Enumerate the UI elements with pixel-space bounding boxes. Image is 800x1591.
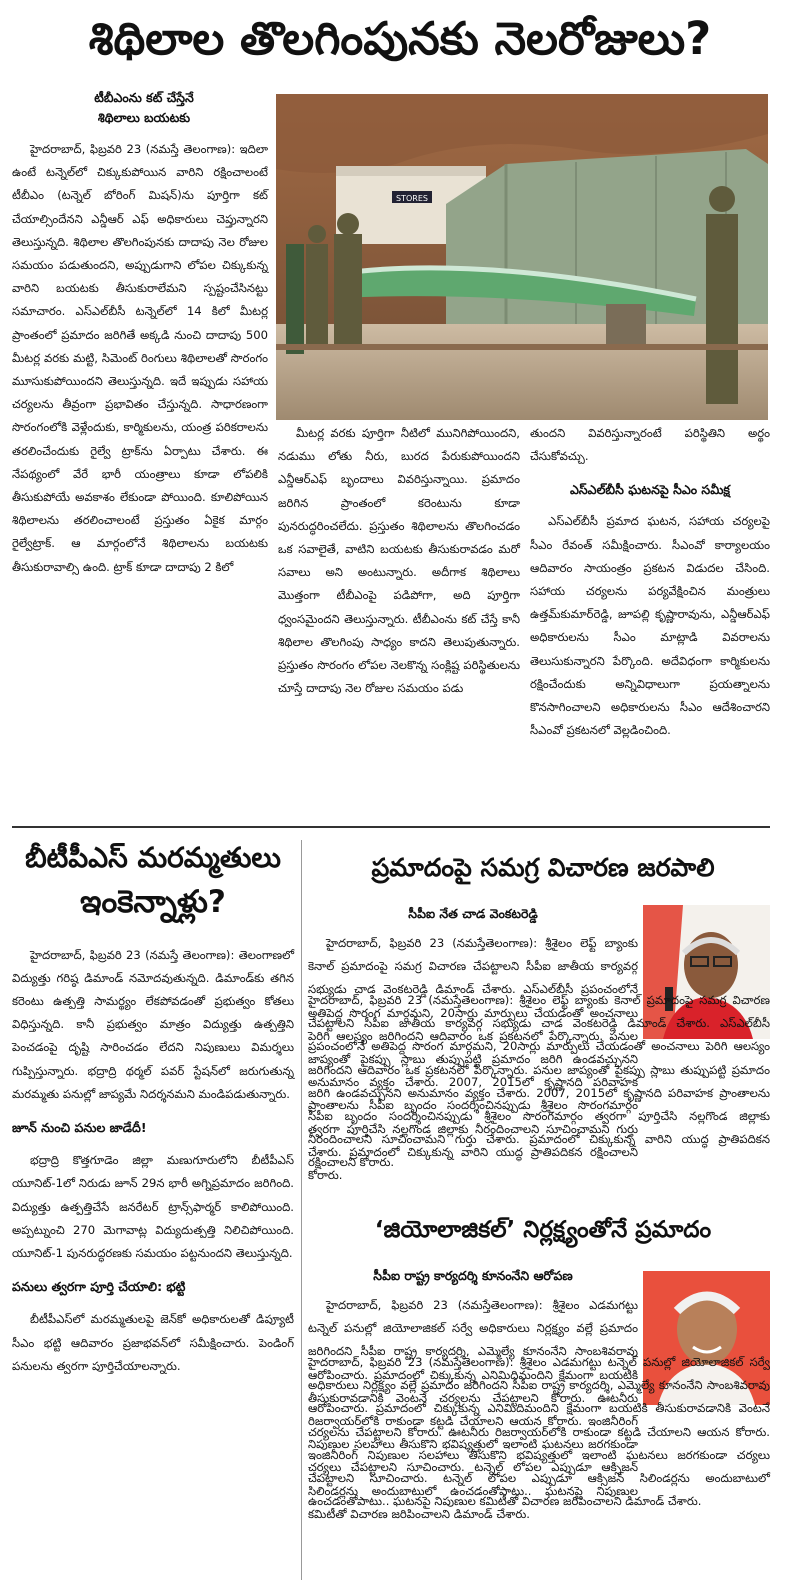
article4-body: హైదరాబాద్, ఫిబ్రవరి 23 (నమస్తేతెలంగాణ): శ్రీశైలం ఎడమగట్టు టన్నెల్ పనుల్లో జియోలాజికల్ సర్వే అధికారులు నిర్లక్ష్యం వల్లే ప్రమాదం జరిగిందని సీపీఐ రాష్ట్ర కార్యదర్శి, ఎమ్మెల్యే కూనంనేని సాంబశివరావు ఆరోపించారు. ప్రమాదంలో చిక్కుకున్న ఎనిమిదిమందిని క్షేమంగా బయటికి తీసుకురావడానికి వెంటనే చర్యలను చేపట్టాలని కోరారు. ఊటనీరు రిజర్వాయర్‌లోకి రాకుండా కట్టడి చేయాలని ఆయన కోరారు. ఇంజినీరింగ్ నిపుణుల సలహాలు తీసుకొని భవిష్యత్తులో ఇలాంటి ఘటనలు జరగకుండా చర్యలు చేపట్టాలని సూచించారు. టన్నెల్ లోపల ఎప్పుడూ ఆక్సిజన్ సిలిండర్లను అందుబాటులో ఉంచడంతోపాటు.. ఘటనపై నిపుణుల కమిటీతో విచారణ జరిపించాలని డిమాండ్ చేశారు. [308, 1298, 638, 1521]
article3-headline: ప్రమాదంపై సమగ్ర విచారణ జరపాలి [371, 853, 715, 882]
article3-byline: సీపీఐ నేత చాడ వెంకటరెడ్డి [408, 906, 538, 921]
article2-body3: బీటీపీఎస్‌లో మరమ్మతులపై జెన్‌కో అధికారులతో డిప్యూటీ సీఎం భట్టి ఆదివారం ప్రజాభవన్‌లో సమీక్షించారు. పెండింగ్ పనులను త్వరగా పూర్తిచేయాలన్నారు. [12, 1312, 294, 1373]
article1-column3-body: ఎస్ఎల్‌బీసీ ప్రమాద ఘటన, సహాయ చర్యలపై సీఎం రేవంత్ సమీక్షించారు. సీఎంవో కార్యాలయం ఆదివారం సాయంత్రం ప్రకటన విడుదల చేసింది. సహాయ చర్యలను పర్యవేక్షించిన మంత్రులు ఉత్తమ్‌కుమార్‌రెడ్డి, జూపల్లి కృష్ణారావును, ఎన్డీఆర్ఎఫ్ అధికారులను సీఎం మాట్లాడి వివరాలను తెలుసుకున్నారని పేర్కొంది. అదేవిధంగా కార్మికులను రక్షించేందుకు అన్నివిధాలుగా ప్రయత్నాలను కొనసాగించాలని అధికారులను సీఎం ఆదేశించారని సీఎంవో ప్రకటనలో వెల్లడించింది. [530, 514, 770, 738]
article4-headline: ‘జియోలాజికల్’ నిర్లక్ష్యంతోనే ప్రమాదం [374, 1217, 712, 1243]
article2-body2: భద్రాద్రి కొత్తగూడెం జిల్లా మణుగూరులోని బీటీపీఎస్ యూనిట్-1లో నిరుడు జూన్ 29న భారీ అగ్నిప్రమాదం జరిగింది. విద్యుత్తు ఉత్పత్తిచేసే జనరేటర్ ట్రాన్స్‌ఫార్మర్ కాలిపోయింది. అప్పట్నుంచి 270 మెగావాట్ల విద్యుదుత్పత్తి నిలిచిపోయింది. యూనిట్-1 పునరుద్ధరణకు సమయం పట్టనుందని తెలుస్తున్నది. [12, 1153, 294, 1261]
article1-kicker [20, 88, 268, 128]
article2-subhead2: పనులు త్వరగా పూర్తి చేయాలి: భట్టి [12, 1278, 186, 1294]
article2-subhead1: జూన్ నుంచి పనుల జాడేదీ! [12, 1119, 147, 1135]
article4-body-wide: హైదరాబాద్, ఫిబ్రవరి 23 (నమస్తేతెలంగాణ): శ్రీశైలం ఎడమగట్టు టన్నెల్ పనుల్లో జియోలాజికల్ సర్వే అధికారులు నిర్లక్ష్యం వల్లే ప్రమాదం జరిగిందని సీపీఐ రాష్ట్ర కార్యదర్శి, ఎమ్మెల్యే కూనంనేని సాంబశివరావు ఆరోపించారు. ప్రమాదంలో చిక్కుకున్న ఎనిమిదిమందిని క్షేమంగా బయటికి తీసుకురావడానికి వెంటనే చర్యలను చేపట్టాలని కోరారు. ఊటనీరు రిజర్వాయర్‌లోకి రాకుండా కట్టడి చేయాలని ఆయన కోరారు. ఇంజినీరింగ్ నిపుణుల సలహాలు తీసుకొని భవిష్యత్తులో ఇలాంటి ఘటనలు జరగకుండా చర్యలు చేపట్టాలని సూచించారు. టన్నెల్ లోపల ఎప్పుడూ ఆక్సిజన్ సిలిండర్లను అందుబాటులో ఉంచడంతోపాటు.. ఘటనపై నిపుణుల కమిటీతో విచారణ జరిపించాలని డిమాండ్ చేశారు. [308, 1354, 770, 1509]
article1-column3-intro: తుందని వివరిస్తున్నారంటే పరిస్థితిని అర్థం చేసుకోవచ్చు. [530, 426, 770, 464]
article1-headline: శిథిలాల తొలగింపునకు నెలరోజులు? [88, 12, 712, 65]
article1-column3-subhead: ఎస్ఎల్‌బీసీ ఘటనపై సీఎం సమీక్ష [570, 482, 730, 498]
article1-column2: మీటర్ల వరకు పూర్తిగా నీటిలో మునిగిపోయిందని, నడుము లోతు నీరు, బురద పేరుకుపోయిందని ఎన్డీఆర్ఎఫ్ బృందాలు వివరిస్తున్నాయి. ప్రమాదం జరిగిన ప్రాంతంలో కరెంటును కూడా పునరుద్ధరించలేదు. ప్రస్తుతం శిథిలాలను తొలగించడం ఒక సవాలైతే, వాటిని బయటకు తీసుకురావడం మరో సవాలు అని అంటున్నారు. అదీగాక శిథిలాలు మొత్తంగా టీబీఎంపై పడిపోగా, అది పూర్తిగా ధ్వంసమైందని తెలుస్తున్నారు. టీబీఎంను కట్ చేస్తే కానీ శిథిలాల తొలగింపు సాధ్యం కాదని తెలుపుతున్నారు. ప్రస్తుతం సొరంగం లోపల నెలకొన్న సంక్లిష్ట పరిస్థితులను చూస్తే దాదాపు నెల రోజుల సమయం పడు [278, 426, 520, 696]
column-divider [301, 840, 302, 1580]
article2-body [12, 932, 294, 1582]
article1-column1: హైదరాబాద్, ఫిబ్రవరి 23 (నమస్తే తెలంగాణ): ఇదిలా ఉంటే టన్నెల్‌లో చిక్కుకుపోయిన వారిని రక్షించాలంటే టీబీఎం (టన్నెల్ బోరింగ్ మిషన్)ను పూర్తిగా కట్ చేయాల్సిందేనని ఎన్డీఆర్ ఎఫ్ అధికారులు చెప్తున్నారని తెలుస్తున్నది. శిథిలాల తొలగింపునకు దాదాపు నెల రోజుల సమయం పడుతుందని, అప్పుడుగాని లోపల చిక్కుకున్న వారిని బయటకు తీసుకురాలేమని స్పష్టంచేసినట్టు సమాచారం. ఎస్ఎల్‌బీసీ టన్నెల్‌లో 14 కిలో మీటర్ల ప్రాంతంలో ప్రమాదం జరిగితే అక్కడి నుంచి దాదాపు 500 మీటర్ల వరకు మట్టి, సిమెంట్ రింగులు శిథిలాలతో సొరంగం మూసుకుపోయిందని తెలుస్తున్నది. ఇదే ఇప్పుడు సహాయ చర్యలను తీవ్రంగా ప్రభావితం చేస్తున్నది. సాధారణంగా సొరంగంలోకి వెళ్లేందుకు, కార్మికులను, యంత్ర పరికరాలను తరలించేందుకు రైల్వే ట్రాక్‌ను ఏర్పాటు చేశారు. ఈ నేపథ్యంలో వేరే భారీ యంత్రాలు కూడా లోపలికి తీసుకుపోయే అవకాశం లేకుండా పోయింది. కూలిపోయిన శిథిలాలను తరలించాలంటే ప్రస్తుతం ఏకైక మార్గం రైల్వేట్రాక్. ఆ మార్గంలోనే శిథిలాలను బయటకు తీసుకురావాల్సి ఉంది. ట్రాక్ కూడా దాదాపు 2 కిలో [12, 142, 268, 574]
article4-body-continued [308, 1354, 770, 1582]
article3-body-wide: హైదరాబాద్, ఫిబ్రవరి 23 (నమస్తేతెలంగాణ): శ్రీశైలం లెఫ్ట్ బ్యాంకు కెనాల్ ప్రమాదంపై సమగ్ర విచారణ చేపట్టాలని సీపీఐ జాతీయ కార్యవర్గ సభ్యుడు చాడ వెంకటరెడ్డి డిమాండ్ చేశారు. ఎస్ఎల్‌బీసీ ప్రపంచంలోనే అతిపెద్ద సొరంగ మార్గమని, 20సార్లు మార్పులు చేయడంతో అంచనాలు పెరిగి ఆలస్యం జరిగిందని ఆదివారం ఒక ప్రకటనలో పేర్కొన్నారు. పనుల జాప్యంతో పైకప్పు స్లాబు తుప్పుపట్టి ప్రమాదం జరిగి ఉండవచ్చునని అనుమానం వ్యక్తం చేశారు. 2007, 2015లో కృష్ణానది పరివాహక ప్రాంతాలను సీపీఐ బృందం సందర్శించినప్పుడు శ్రీశైలం సొరంగమార్గం త్వరగా పూర్తిచేసి నల్లగొండ జిల్లాకు నీరందించాలని సూచించామని గుర్తు చేశారు. ప్రమాదంలో చిక్కుకున్న వారిని యుద్ధ ప్రాతిపదికన రక్షించాలని కోరారు. [308, 992, 770, 1170]
tunnel-rescue-photo-image [276, 94, 768, 420]
article1-kicker-line2: శిథిలాలు బయటకు [97, 110, 191, 125]
article4-byline: సీపీఐ రాష్ట్ర కార్యదర్శి కూనంనేని ఆరోపణ [373, 1268, 573, 1283]
article2-headline-line1: బీటీపీఎస్ మరమ్మతులు [25, 841, 281, 874]
article3-body: హైదరాబాద్, ఫిబ్రవరి 23 (నమస్తేతెలంగాణ): శ్రీశైలం లెఫ్ట్ బ్యాంకు కెనాల్ ప్రమాదంపై సమగ్ర విచారణ చేపట్టాలని సీపీఐ జాతీయ కార్యవర్గ సభ్యుడు చాడ వెంకటరెడ్డి డిమాండ్ చేశారు. ఎస్ఎల్‌బీసీ ప్రపంచంలోనే అతిపెద్ద సొరంగ మార్గమని, 20సార్లు మార్పులు చేయడంతో అంచనాలు పెరిగి ఆలస్యం జరిగిందని ఆదివారం ఒక ప్రకటనలో పేర్కొన్నారు. పనుల జాప్యంతో పైకప్పు స్లాబు తుప్పుపట్టి ప్రమాదం జరిగి ఉండవచ్చునని అనుమానం వ్యక్తం చేశారు. 2007, 2015లో కృష్ణానది పరివాహక ప్రాంతాలను సీపీఐ బృందం సందర్శించినప్పుడు శ్రీశైలం సొరంగమార్గం త్వరగా పూర్తిచేసి నల్లగొండ జిల్లాకు నీరందించాలని సూచించామని గుర్తు చేశారు. ప్రమాదంలో చిక్కుకున్న వారిని యుద్ధ ప్రాతిపదికన రక్షించాలని కోరారు. [308, 936, 638, 1183]
article2-headline-line2: ఇంకెన్నాళ్లు? [80, 884, 226, 920]
article3-body-continued [308, 992, 770, 1200]
article1-column3 [530, 422, 770, 814]
tunnel-rescue-photo [276, 94, 768, 420]
svg-text:STORES: STORES [396, 194, 428, 203]
article2-headline [12, 836, 294, 924]
article-divider [12, 826, 770, 828]
article1-kicker-line1: టీబీఎంను కట్ చేస్తేనే [94, 90, 194, 105]
article2-body1: హైదరాబాద్, ఫిబ్రవరి 23 (నమస్తే తెలంగాణ): తెలంగాణలో విద్యుత్తు గరిష్ఠ డిమాండ్ నమోదవుతున్నది. డిమాండ్‌కు తగిన కరెంటు ఉత్పత్తి సామర్థ్యం లేకపోవడంతో ప్రభుత్వం కోతలు విధిస్తున్నది. కానీ ప్రభుత్వం మాత్రం విద్యుత్తు ఉత్పత్తిని పెంచడంపై దృష్టి సారించడం లేదని నిపుణులు విమర్శలు గుప్పిస్తున్నారు. భద్రాద్రి థర్మల్ పవర్ స్టేషన్‌లో జరుగుతున్న మరమ్మతు పనుల్లో జాప్యమే నిదర్శనమని మండిపడుతున్నారు. [12, 947, 294, 1101]
